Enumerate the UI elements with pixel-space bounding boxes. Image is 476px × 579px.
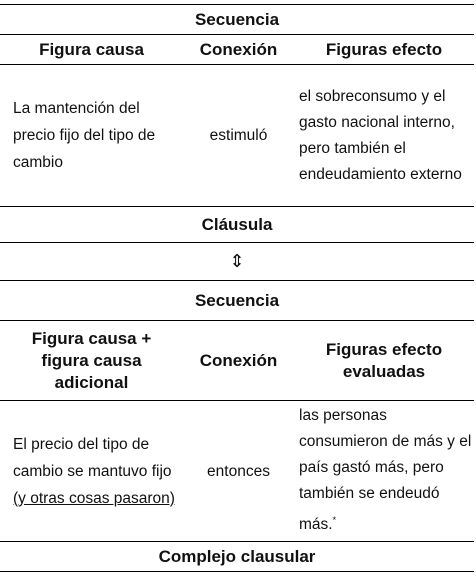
bottom-connection-cell: entonces [183,401,294,542]
bottom-header-row [0,321,474,401]
sequence-table [0,4,474,572]
bottom-footer-row [0,542,474,572]
top-content-row [0,65,474,207]
top-cause-cell: La mantención del precio fijo del tipo de cambio [0,65,183,207]
top-effect-cell: el sobreconsumo y el gasto nacional interno, pero también el endeudamiento externo [294,65,474,207]
top-sequence-title: Secuencia [0,5,474,35]
bottom-sequence-title: Secuencia [0,281,474,321]
top-connection-header: Conexión [183,35,294,65]
bottom-cause-header: Figura causa + figura causa adicional [0,321,183,401]
double-arrow-icon: ⇕ [0,243,474,281]
top-header-row [0,35,474,65]
bottom-content-row [0,401,474,542]
bottom-cause-text: El precio del tipo de cambio se mantuvo fijo [13,435,172,480]
bottom-effect-header: Figuras efecto evaluadas [294,321,474,401]
top-footer-row [0,207,474,243]
bottom-connection-header: Conexión [183,321,294,401]
arrow-row [0,243,474,281]
clause-complex-label: Complejo clausular [0,542,474,572]
bottom-cause-cell [0,401,183,542]
bottom-effect-cell [294,401,474,542]
top-cause-header: Figura causa [0,35,183,65]
bottom-cause-underlined: (y otras cosas pasaron) [13,489,175,507]
top-effect-header: Figuras efecto [294,35,474,65]
top-title-row [0,5,474,35]
footnote-mark: * [332,515,337,526]
bottom-effect-text: las personas consumieron de más y el país gastó más, pero también se endeudó más. [299,407,472,534]
bottom-title-row [0,281,474,321]
clause-label: Cláusula [0,207,474,243]
top-connection-cell: estimuló [183,65,294,207]
